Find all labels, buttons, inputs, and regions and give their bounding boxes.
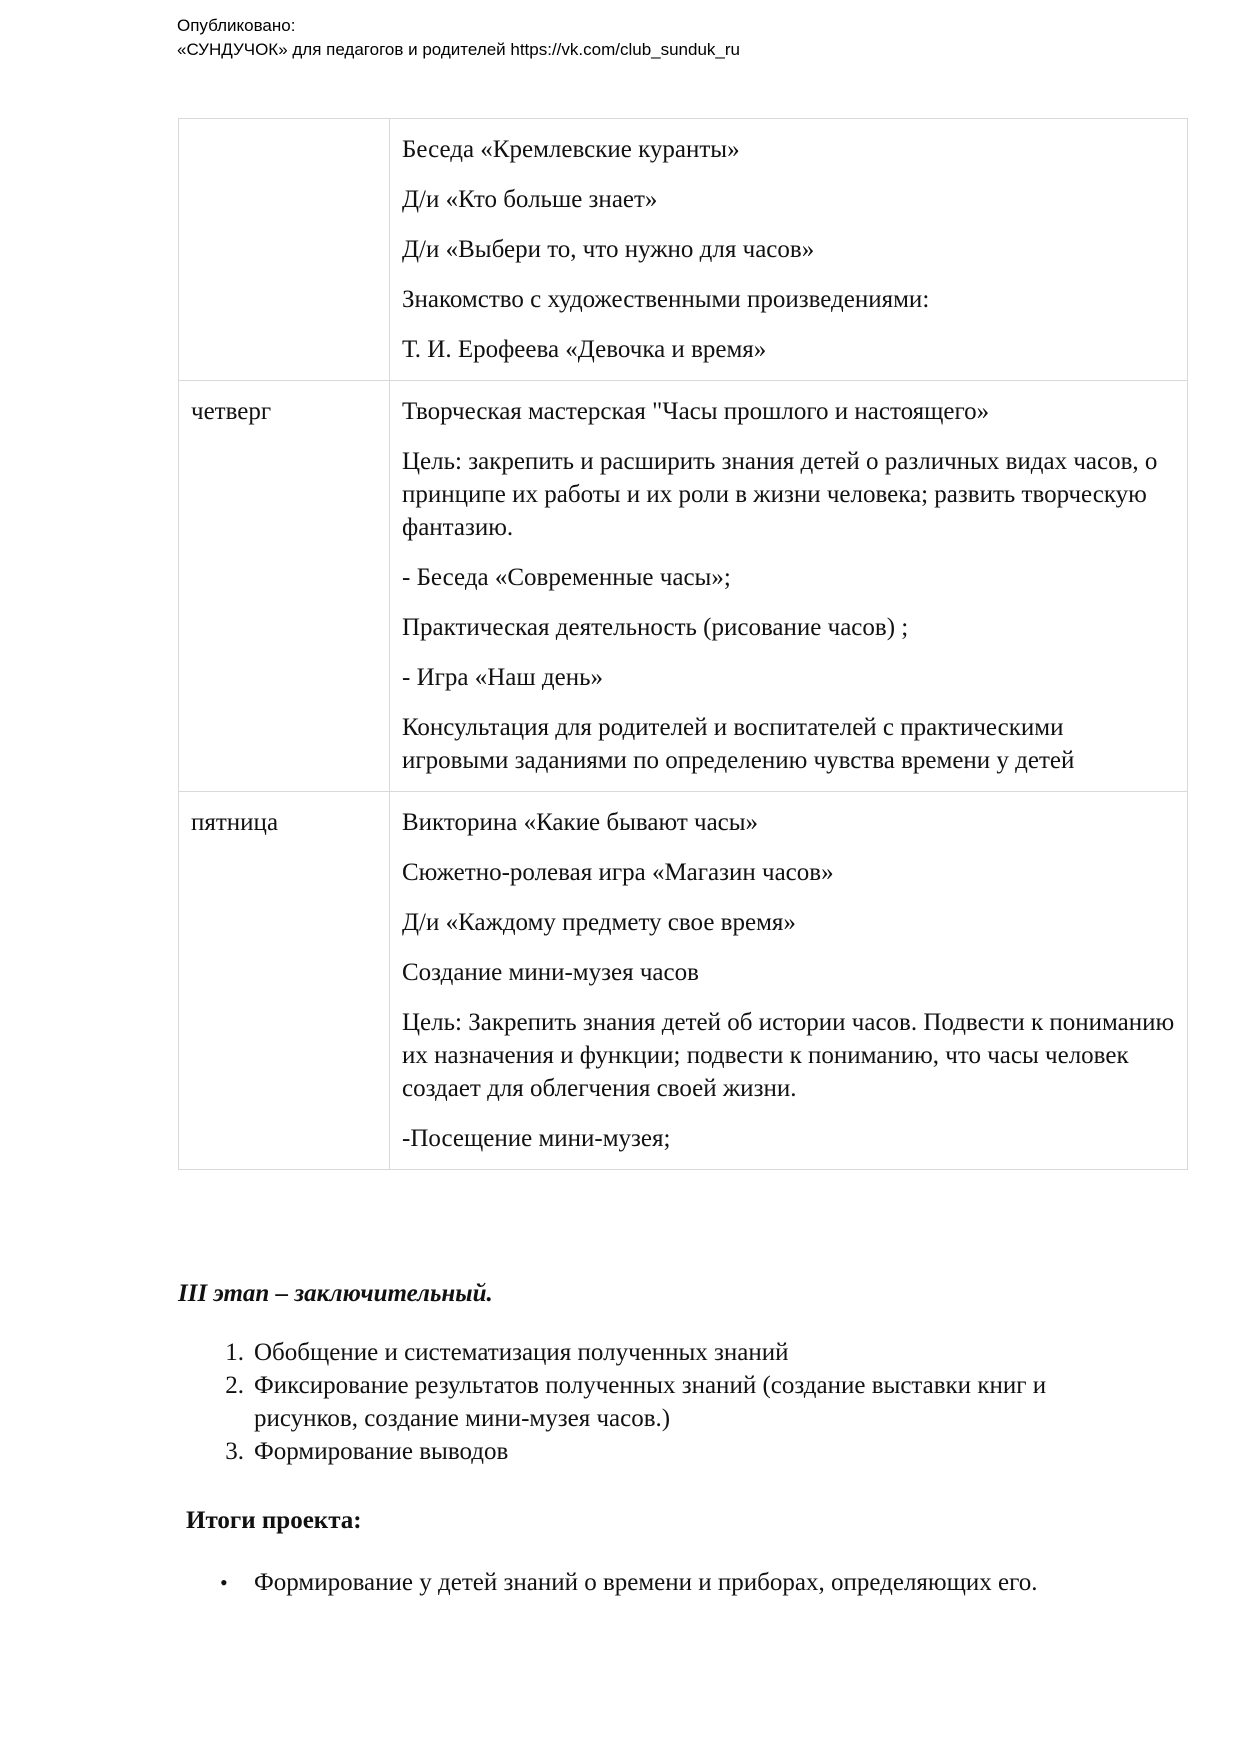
day-cell [179,119,390,381]
activity-item: -Посещение мини-музея; [402,1125,671,1152]
activity-item: Консультация для родителей и воспитателей с практическими игровыми заданиями по определению чувства времени у детей [402,714,1075,774]
header-line-published: Опубликовано: [177,16,296,35]
day-cell: четверг [179,381,390,792]
activity-item: Сюжетно-ролевая игра «Магазин часов» [402,859,834,886]
activity-item: Т. И. Ерофеева «Девочка и время» [402,336,767,363]
activities-cell [390,381,1188,792]
table-row [179,792,1188,1170]
activities-cell [390,119,1188,381]
activity-item: Беседа «Кремлевские куранты» [402,136,740,163]
activity-item: - Беседа «Современные часы»; [402,564,731,591]
activity-item: Творческая мастерская "Часы прошлого и настоящего» [402,398,990,425]
table-row [179,119,1188,381]
list-number: 3. [225,1438,244,1465]
activity-item: - Игра «Наш день» [402,664,603,691]
final-stage-steps [210,1336,1140,1468]
activity-item: Викторина «Какие бывают часы» [402,809,759,836]
activity-item: Цель: Закрепить знания детей об истории часов. Подвести к пониманию их назначения и функции; подвести к пониманию, что часы человек создает для облегчения своей жизни. [402,1009,1175,1102]
activity-item: Цель: закрепить и расширить знания детей о различных видах часов, о принципе их работы и их роли в жизни человека; развить творческую фантазию. [402,448,1158,541]
activity-item: Знакомство с художественными произведениями: [402,286,930,313]
publication-header [177,14,740,62]
activity-item: Практическая деятельность (рисование часов) ; [402,614,909,641]
list-item-text: Формирование выводов [254,1438,509,1465]
bullet-icon: • [220,1570,228,1595]
activity-item: Д/и «Кто больше знает» [402,186,658,213]
list-item-text: Обобщение и систематизация полученных знаний [254,1339,789,1366]
list-item [210,1369,1140,1435]
activity-plan-table [178,118,1188,1170]
list-number: 1. [225,1339,244,1366]
list-number: 2. [225,1372,244,1399]
project-results-list [210,1566,1140,1599]
activities-cell [390,792,1188,1170]
activity-item: Д/и «Выбери то, что нужно для часов» [402,236,815,263]
list-item [210,1336,1140,1369]
stage-heading: III этап – заключительный. [178,1280,493,1307]
list-item-text: Формирование у детей знаний о времени и приборах, определяющих его. [254,1569,1038,1596]
results-heading: Итоги проекта: [186,1507,362,1534]
header-line-source: «СУНДУЧОК» для педагогов и родителей https://vk.com/club_sunduk_ru [177,40,740,59]
list-item [210,1435,1140,1468]
activity-item: Создание мини-музея часов [402,959,699,986]
list-item [210,1566,1140,1599]
list-item-text: Фиксирование результатов полученных знаний (создание выставки книг и рисунков, создание мини-музея часов.) [254,1372,1047,1432]
activity-item: Д/и «Каждому предмету свое время» [402,909,796,936]
day-cell: пятница [179,792,390,1170]
table-row [179,381,1188,792]
